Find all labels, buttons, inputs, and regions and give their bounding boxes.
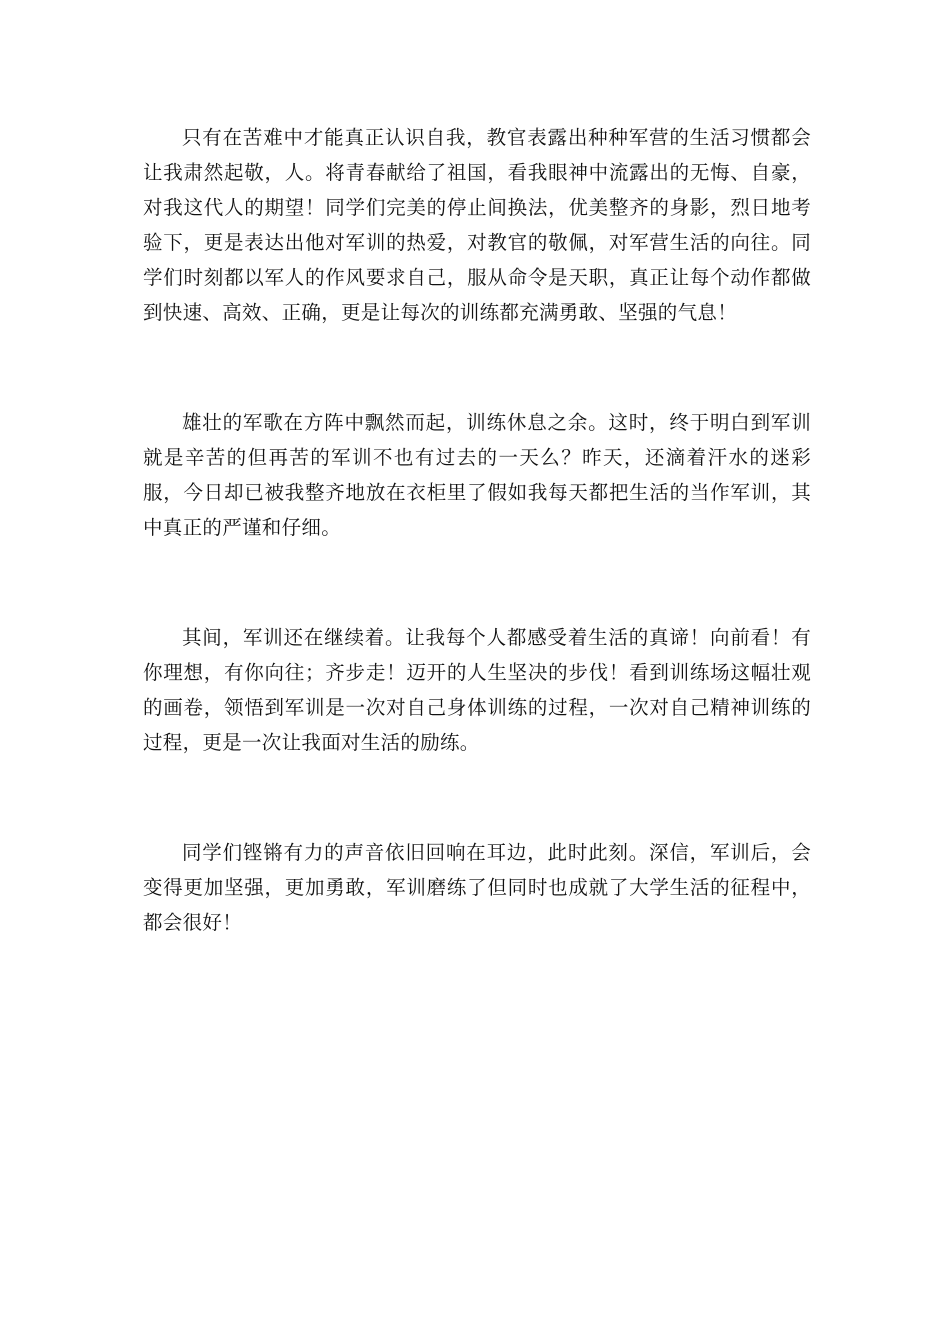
document-body (143, 120, 811, 940)
paragraph-4: 同学们铿锵有力的声音依旧回响在耳边，此时此刻。深信，军训后，会变得更加坚强，更加勇敢，军训磨练了但同时也成就了大学生活的征程中，都会很好！ (143, 841, 811, 934)
paragraph-3: 其间，军训还在继续着。让我每个人都感受着生活的真谛！向前看！有你理想，有你向往；齐步走！迈开的人生坚决的步伐！看到训练场这幅壮观的画卷，领悟到军训是一次对自己身体训练的过程，一次对自己精神训练的过程，更是一次让我面对生活的励练。 (143, 626, 811, 754)
paragraph-1: 只有在苦难中才能真正认识自我，教官表露出种种军营的生活习惯都会让我肃然起敬，人。将青春献给了祖国，看我眼神中流露出的无悔、自豪，对我这代人的期望！同学们完美的停止间换法，优美整齐的身影，烈日地考验下，更是表达出他对军训的热爱，对教官的敬佩，对军营生活的向往。同学们时刻都以军人的作风要求自己，服从命令是天职，真正让每个动作都做到快速、高效、正确，更是让每次的训练都充满勇敢、坚强的气息！ (143, 126, 811, 324)
paragraph-2: 雄壮的军歌在方阵中飘然而起，训练休息之余。这时，终于明白到军训就是辛苦的但再苦的军训不也有过去的一天么？昨天，还滴着汗水的迷彩服，今日却已被我整齐地放在衣柜里了假如我每天都把生活的当作军训，其中真正的严谨和仔细。 (143, 411, 811, 539)
